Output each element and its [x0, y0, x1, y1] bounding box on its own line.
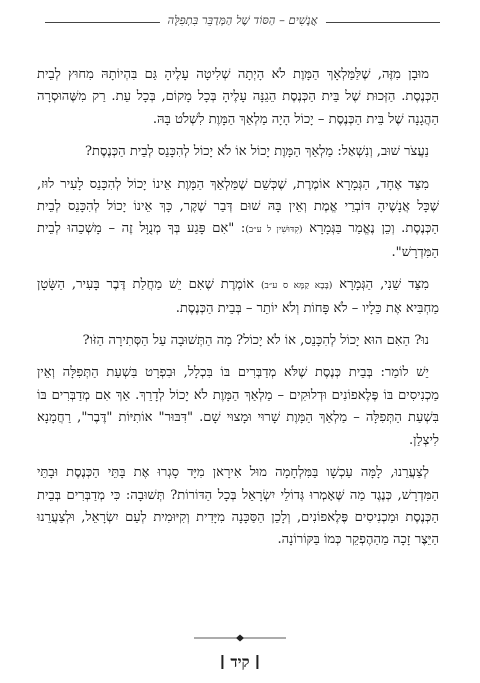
paragraph-text: אוֹמֶרֶת שֶׁאִם יֵשׁ מַחֲלַת דֶּבֶר בָּעִיר, הַשָּׂטָן מַחְבִּיא אֶת כֵּלָיו – לֹא פָּחוֹת וְלֹא יוֹתֵר – בְּבֵית הַכְּנֶסֶת.: [37, 277, 439, 316]
paragraph-text: מִצַּד שֵׁנִי, הַגְּמָרָא: [339, 277, 429, 293]
divider-bar: [257, 655, 259, 669]
paragraph-text: : "אִם פָּגַע בְּךָ מְנֻוָּל זֶה – מָשְׁכֵהוּ לְבֵית הַמִּדְרָשׁ".: [37, 221, 439, 260]
paragraph-text: מִצַּד אֶחָד, הַגְּמָרָא אוֹמֶרֶת, שֶׁכְּשֵׁם שֶׁמַּלְאַךְ הַמָּוֶת אֵינוֹ יָכוֹל לְהִכָּנֵס לָעִיר לוּז, שֶׁכָּל אֲנָשֶׁיהָ דּוֹבְרֵי אֱמֶת וְאֵין בָּהּ שׁוּם דְּבַר שֶׁקֶר, כָּךְ אֵינוֹ יָכוֹל לְהִכָּנֵס לְבֵית הַכְּנֶסֶת. וְכֵן נֶאֱמַר בַּגְּמָרָא: [37, 176, 439, 237]
divider-ornament: [192, 634, 288, 642]
paragraph: [37, 174, 439, 265]
page-number-box: [214, 653, 265, 672]
running-header: [45, 12, 440, 32]
paragraph: נַעֲצֹר שׁוּב, וְנִשְׁאַל: מַלְאַךְ הַמָּוֶת יָכוֹל אוֹ לֹא יָכוֹל לְהִכָּנֵס לְבֵית הַכְּנֶסֶת?: [85, 144, 429, 160]
source-citation: (בָּבָא קַמָּא ס ע״ב): [261, 281, 333, 292]
paragraph: נוּ? הַאִם הוּא יָכוֹל לְהִכָּנֵס, אוֹ לֹא יָכוֹל? מָה הַתְּשׁוּבָה עַל הַסְּתִירָה הַזֹּו?: [82, 333, 429, 349]
paragraph: לְצַעֲרֵנוּ, לָמָּה עַכְשָׁו בַּמִּלְחָמָה מוּל אִירָאן מִיָּד סָגְרוּ אֶת בָּתֵּי הַכְּנֶסֶת וּבָתֵּי הַמִּדְרָשׁ, כְּנֶגֶד מַה שֶּׁאָמְרוּ גְּדוֹלֵי יִשְׂרָאֵל בְּכָל הַדּוֹרוֹת? תְּשׁוּבָה: כִּי מְדַבְּרִים בְּבֵית הַכְּנֶסֶת וּמַכְנִיסִים פֶּלֶאפוֹנִים, וְלָכֵן הַסַּכָּנָה מִיָּדִית וְקִיּוּמִית לְעַם יִשְׂרָאֵל, וּלְצַעֲרֵנוּ הַיֵּצֶר זָכָה מֵהַהֶפְקֵר כְּמוֹ בַּקּוֹרוֹנָה.: [37, 465, 439, 548]
source-citation: (קִדּוּשִׁין ל ע״ב): [245, 225, 303, 236]
paragraph: יֵשׁ לוֹמַר: בְּבֵית כְּנֶסֶת שֶׁלֹּא מְדַבְּרִים בּוֹ בִּכְלָל, וּבִפְרָט בִּשְׁעַת הַתְּפִלָּה וְאֵין מַכְנִיסִים בּוֹ פֶּלֶאפוֹנִים וּדְלוּקִים – מַלְאַךְ הַמָּוֶת לֹא יָכוֹל לְדָרֵךְ. אַךְ אִם מְדַבְּרִים בּוֹ בִּשְׁעַת הַתְּפִלָּה – מַלְאַךְ הַמָּוֶת שָׁרוּי וּמָצוּי שָׁם. "דִּבּוּר" אוֹתִיּוֹת "דֶּבֶר", רַחֲמָנָא לִיצְלַן.: [37, 365, 439, 448]
page-number: קיד: [230, 653, 250, 671]
header-title: אֲנָשִׁים – הַסּוֹד שֶׁל הַמְּדַבֵּר בִּתְפִלָּה: [159, 13, 325, 27]
page-body: [37, 64, 439, 552]
paragraph: [37, 274, 439, 320]
divider-bar: [221, 655, 223, 669]
paragraph: מוּבָן מִזֶּה, שֶׁלַּמַּלְאָךְ הַמָּוֶת לֹא הָיְתָה שְׁלִיטָה עָלֶיהָ גַּם בִּהְיוֹתָהּ מִחוּץ לְבֵית הַכְּנֶסֶת. הַזְּכוּת שֶׁל בֵּית הַכְּנֶסֶת הֵגֵנָּה עָלֶיהָ בְּכָל מָקוֹם, בְּכָל עֵת. רַק מִשֶּׁהוּסְרָה הַהֲגָנָה שֶׁל בֵּית הַכְּנֶסֶת – יָכוֹל הָיָה מַלְאַךְ הַמָּוֶת לִשְׁלֹט בָּהּ.: [37, 67, 439, 127]
